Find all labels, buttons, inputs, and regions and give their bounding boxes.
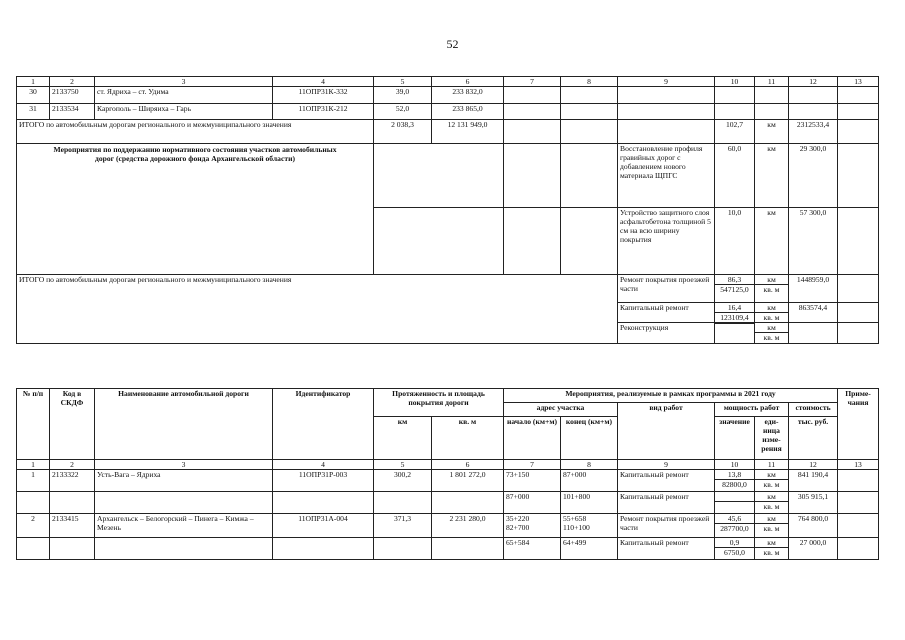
- table-continued: [16, 76, 879, 344]
- measures-row: Устройство защитного слоя асфальтобетона толщиной 5 см на всю ширину покрытия 10,0 км 57 300,0: [17, 208, 879, 275]
- header-length: Протяженность и площадь покрытия дороги: [374, 389, 504, 417]
- column-number-row: 1 2 3 4 5 6 7 8 9 10 11 12 13: [17, 460, 879, 470]
- total-label: ИТОГО по автомобильным дорогам регионального и межмуниципального значения: [17, 120, 374, 144]
- table-row: 31 2133534 Каргополь – Ширяиха – Гарь 11ОПР31К-212 52,0 233 865,0: [17, 104, 879, 120]
- header-no: № п/п: [17, 389, 50, 460]
- table-row: 65+584 64+499 Капитальный ремонт 0,9 6750,0 км кв. м 27 000,0: [17, 538, 879, 560]
- measures-label: Мероприятия по поддержанию нормативного состояния участков автомобильных дорог (средства дорожного фонда Архангельской области): [17, 144, 374, 275]
- header-work-type: вид работ: [618, 403, 715, 460]
- total-row: Реконструкция км кв. м: [17, 323, 879, 343]
- program-table: [16, 388, 879, 560]
- header-address: адрес участка: [504, 403, 618, 417]
- header-code: Код в СКДФ: [50, 389, 95, 460]
- header-cost-group: стоимость: [789, 403, 838, 417]
- measures-row: Мероприятия по поддержанию нормативного состояния участков автомобильных дорог (средства дорожного фонда Архангельской области) Восстановление профиля гравийных дорог с добавлением нового материала ЩПГС 60,0 км 29 300,0: [17, 144, 879, 208]
- header-measures: Мероприятия, реализуемые в рамках программы в 2021 году: [504, 389, 838, 403]
- header-identifier: Идентификатор: [273, 389, 374, 460]
- total-row: Капитальный ремонт 16,4 123109,4 км кв. м 863574,4: [17, 303, 879, 323]
- column-number-row: 1 2 3 4 5 6 7 8 9 10 11 12 13: [17, 77, 879, 87]
- header-row: км кв. м начало (км+м) конец (км+м) значение еди-ница изме-рения тыс. руб.: [17, 417, 879, 460]
- table-row: 2 2133415 Архангельск – Белогорский – Пинега – Кимжа – Мезень 11ОПР31А-004 371,3 2 231 280,0 35+220 82+700 55+658 110+100 Ремонт покрытия проезжей части 45,6 287700,0 км кв. м 764 800,0: [17, 514, 879, 538]
- page-number: 52: [446, 37, 459, 51]
- total-row: ИТОГО по автомобильным дорогам регионального и межмуниципального значения 2 038,3 12 131 949,0 102,7 км 2312533,4: [17, 120, 879, 144]
- table-row: 87+000 101+800 Капитальный ремонт км кв. м 305 915,1: [17, 492, 879, 514]
- header-road-name: Наименование автомобильной дороги: [95, 389, 273, 460]
- header-row: [17, 389, 879, 403]
- table-row: 30 2133750 ст. Ядриха – ст. Удима 11ОПР31К-332 39,0 233 832,0: [17, 87, 879, 104]
- table-row: 1 2133322 Усть-Вага – Ядриха 11ОПР31Р-003 300,2 1 801 272,0 73+150 87+000 Капитальный ремонт 13,8 82800,0 км кв. м 841 190,4: [17, 470, 879, 492]
- total-label: ИТОГО по автомобильным дорогам регионального и межмуниципального значения: [17, 275, 618, 343]
- header-power: мощность работ: [715, 403, 789, 417]
- header-notes: Приме-чания: [838, 389, 879, 460]
- total-row: ИТОГО по автомобильным дорогам регионального и межмуниципального значения Ремонт покрытия проезжей части 86,3 547125,0 км кв. м 1448959,0: [17, 275, 879, 303]
